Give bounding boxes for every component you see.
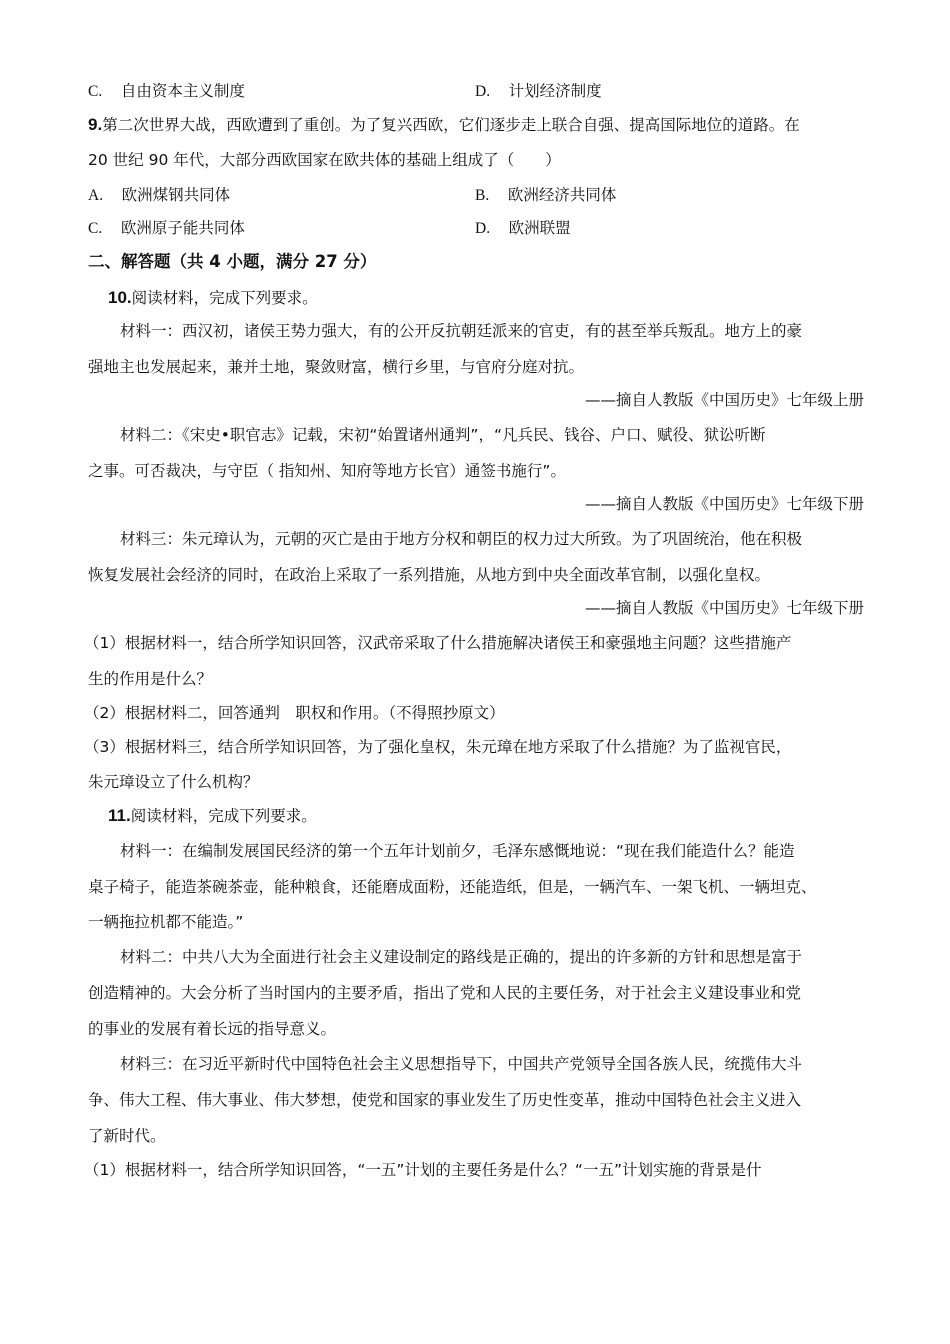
question-number: 9. <box>88 115 103 134</box>
q8-option-c[interactable] <box>88 80 245 103</box>
q11-subquestion1-line1: （1）根据材料一，结合所学知识回答，“一五”计划的主要任务是什么？“一五”计划实施的背景是什 <box>84 1161 762 1179</box>
option-text: 欧洲经济共同体 <box>507 186 617 204</box>
option-label: C. <box>88 220 103 237</box>
option-label: C. <box>88 83 103 100</box>
q10-subquestion2: （2）根据材料二，回答通判 职权和作用。（不得照抄原文） <box>84 704 505 722</box>
q11-material3-line1: 材料三：在习近平新时代中国特色社会主义思想指导下，中国共产党领导全国各族人民，统揽伟大斗 <box>120 1055 803 1073</box>
q11-material1-line1: 材料一：在编制发展国民经济的第一个五年计划前夕，毛泽东感慨地说：“现在我们能造什么？能造 <box>120 842 795 860</box>
option-text: 计划经济制度 <box>508 82 602 100</box>
q10-material1-source: ——摘自人教版《中国历史》七年级上册 <box>584 391 864 409</box>
question-text: 阅读材料，完成下列要求。 <box>131 289 318 307</box>
q10-subquestion1-line1: （1）根据材料一，结合所学知识回答，汉武帝采取了什么措施解决诸侯王和豪强地主问题？这些措施产 <box>84 634 792 652</box>
q11-material1-line2: 桌子椅子，能造茶碗茶壶，能种粮食，还能磨成面粉，还能造纸，但是，一辆汽车、一架飞机、一辆坦克、 <box>88 878 817 896</box>
q11-material1-line3: 一辆拖拉机都不能造。” <box>88 913 244 931</box>
q10-intro <box>108 287 318 309</box>
q11-material3-line3: 了新时代。 <box>88 1127 166 1145</box>
question-text: 阅读材料，完成下列要求。 <box>130 807 317 825</box>
q10-material3-source: ——摘自人教版《中国历史》七年级下册 <box>584 599 864 617</box>
q10-material2-line2: 之事。可否裁决，与守臣（ 指知州、知府等地方长官）通签书施行”。 <box>88 462 566 480</box>
question-number: 11. <box>108 806 131 825</box>
q10-material2-line1: 材料二：《宋史•职官志》记载，宋初“始置诸州通判”，“凡兵民、钱谷、户口、赋役、狱讼听断 <box>120 426 766 444</box>
q10-material2-source: ——摘自人教版《中国历史》七年级下册 <box>584 495 864 513</box>
option-text: 自由资本主义制度 <box>120 82 245 100</box>
option-label: B. <box>475 187 490 204</box>
q11-material2-line1: 材料二：中共八大为全面进行社会主义建设制定的路线是正确的，提出的许多新的方针和思想是富于 <box>120 948 803 966</box>
q9-option-b[interactable] <box>475 184 616 207</box>
q10-subquestion3-line2: 朱元璋设立了什么机构？ <box>88 773 259 791</box>
q9-option-d[interactable] <box>475 217 571 240</box>
q11-material3-line2: 争、伟大工程、伟大事业、伟大梦想，使党和国家的事业发生了历史性变革，推动中国特色社会主义进入 <box>88 1091 802 1109</box>
question-text: 第二次世界大战，西欧遭到了重创。为了复兴西欧，它们逐步走上联合自强、提高国际地位的道路。在 <box>102 116 800 134</box>
q10-subquestion3-line1: （3）根据材料三，结合所学知识回答，为了强化皇权，朱元璋在地方采取了什么措施？为了监视官民， <box>84 738 792 756</box>
q11-material2-line3: 的事业的发展有着长远的指导意义。 <box>88 1020 337 1038</box>
q10-subquestion1-line2: 生的作用是什么？ <box>88 670 213 688</box>
option-label: A. <box>88 187 104 204</box>
q10-material1-line2: 强地主也发展起来，兼并土地，聚敛财富，横行乡里，与官府分庭对抗。 <box>88 358 585 376</box>
option-text: 欧洲联盟 <box>508 219 571 237</box>
q10-material3-line1: 材料三：朱元璋认为，元朝的灭亡是由于地方分权和朝臣的权力过大所致。为了巩固统治，他在积极 <box>120 530 803 548</box>
q10-material1-line1: 材料一：西汉初，诸侯王势力强大，有的公开反抗朝廷派来的官吏，有的甚至举兵叛乱。地方上的豪 <box>120 322 803 340</box>
option-label: D. <box>475 220 491 237</box>
q11-intro <box>108 805 317 827</box>
option-label: D. <box>475 83 491 100</box>
option-text: 欧洲煤钢共同体 <box>121 186 231 204</box>
question-number: 10. <box>108 288 132 307</box>
option-text: 欧洲原子能共同体 <box>120 219 245 237</box>
q9-option-a[interactable] <box>88 184 230 207</box>
q9-option-c[interactable] <box>88 217 245 240</box>
section-heading: 二、解答题（共 4 小题，满分 27 分） <box>88 252 377 271</box>
q9-stem-line1 <box>88 114 800 136</box>
q10-material3-line2: 恢复发展社会经济的同时，在政治上采取了一系列措施，从地方到中央全面改革官制，以强化皇权。 <box>88 566 771 584</box>
q11-material2-line2: 创造精神的。大会分析了当时国内的主要矛盾，指出了党和人民的主要任务，对于社会主义建设事业和党 <box>88 984 802 1002</box>
q8-option-d[interactable] <box>475 80 602 103</box>
q9-stem-line2: 20 世纪 90 年代，大部分西欧国家在欧共体的基础上组成了（ ） <box>88 151 561 169</box>
